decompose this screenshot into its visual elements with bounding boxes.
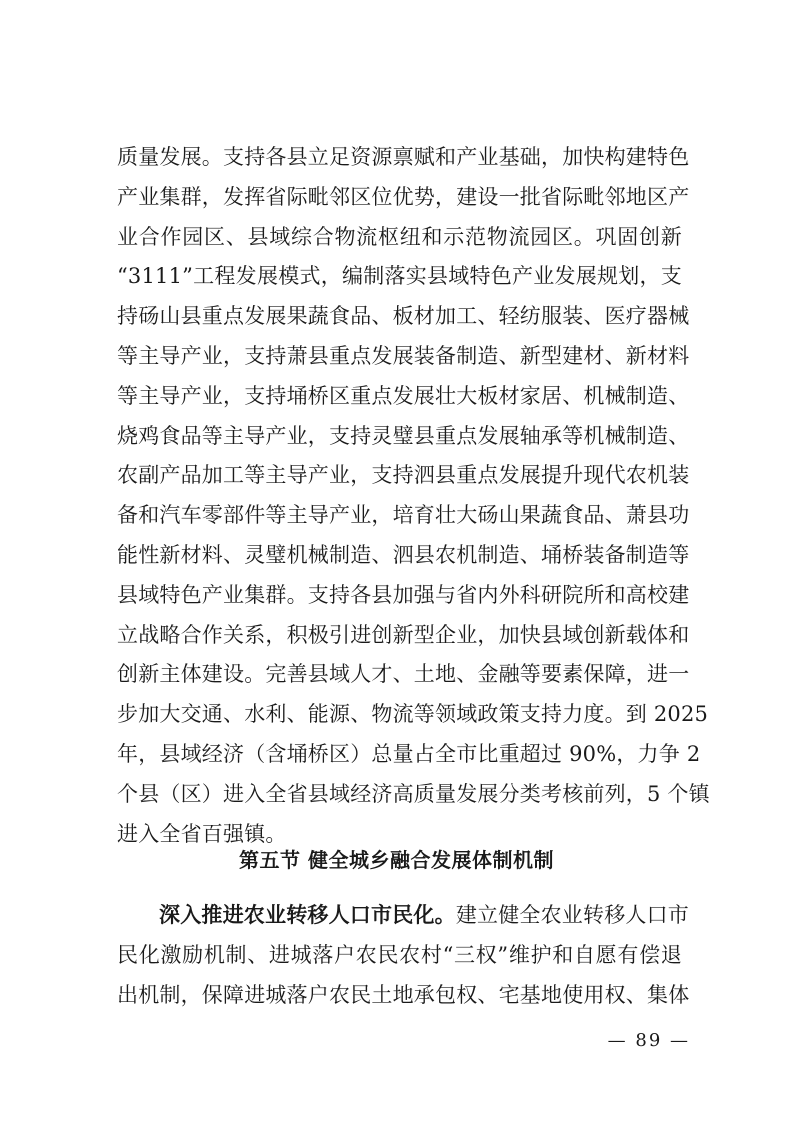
- text-line: 产业集群，发挥省际毗邻区位优势，建设一批省际毗邻地区产: [117, 184, 690, 209]
- text-line: “3111”工程发展模式，编制落实县域特色产业发展规划，支: [117, 264, 682, 289]
- text-line: 烧鸡食品等主导产业，支持灵璧县重点发展轴承等机械制造、: [117, 423, 690, 448]
- text-line: 等主导产业，支持埇桥区重点发展壮大板材家居、机械制造、: [117, 383, 690, 408]
- text-line: 备和汽车零部件等主导产业，培育壮大砀山果蔬食品、萧县功: [117, 503, 690, 528]
- text-line: 出机制，保障进城落户农民土地承包权、宅基地使用权、集体: [117, 982, 690, 1007]
- section-paragraph: [117, 896, 690, 1015]
- text-line: 年，县域经济（含埇桥区）总量占全市比重超过 90%，力争 2: [117, 741, 701, 766]
- text-line: 县域特色产业集群。支持各县加强与省内外科研院所和高校建: [117, 582, 690, 607]
- text-line: 民化激励机制、进城落户农民农村“三权”维护和自愿有偿退: [117, 942, 682, 967]
- page-number: — 89 —: [607, 1030, 690, 1051]
- text-line: 步加大交通、水利、能源、物流等领域政策支持力度。到 2025: [117, 702, 709, 727]
- text-line: 立战略合作关系，积极引进创新型企业，加快县域创新载体和: [117, 622, 690, 647]
- text-line: 农副产品加工等主导产业，支持泗县重点发展提升现代农机装: [117, 463, 690, 488]
- text-line: 持砀山县重点发展果蔬食品、板材加工、轻纺服装、医疗器械: [117, 304, 690, 329]
- section-heading: 第五节 健全城乡融合发展体制机制: [239, 848, 554, 872]
- text-line: 进入全省百强镇。: [117, 821, 287, 846]
- paragraph-lead: 深入推进农业转移人口市民化。: [159, 903, 456, 927]
- text-line: 能性新材料、灵璧机械制造、泗县农机制造、埇桥装备制造等: [117, 542, 690, 567]
- body-paragraph: [117, 138, 710, 854]
- text-line: 个县（区）进入全省县域经济高质量发展分类考核前列，5 个镇: [117, 781, 710, 806]
- text-line: 等主导产业，支持萧县重点发展装备制造、新型建材、新材料: [117, 343, 690, 368]
- text-line: 创新主体建设。完善县域人才、土地、金融等要素保障，进一: [117, 662, 690, 687]
- text-line: 质量发展。支持各县立足资源禀赋和产业基础，加快构建特色: [117, 145, 690, 169]
- text-line: [117, 896, 690, 936]
- text-line: 业合作园区、县域综合物流枢纽和示范物流园区。巩固创新: [117, 224, 682, 249]
- paragraph-lead-rest: 建立健全农业转移人口市: [455, 903, 690, 927]
